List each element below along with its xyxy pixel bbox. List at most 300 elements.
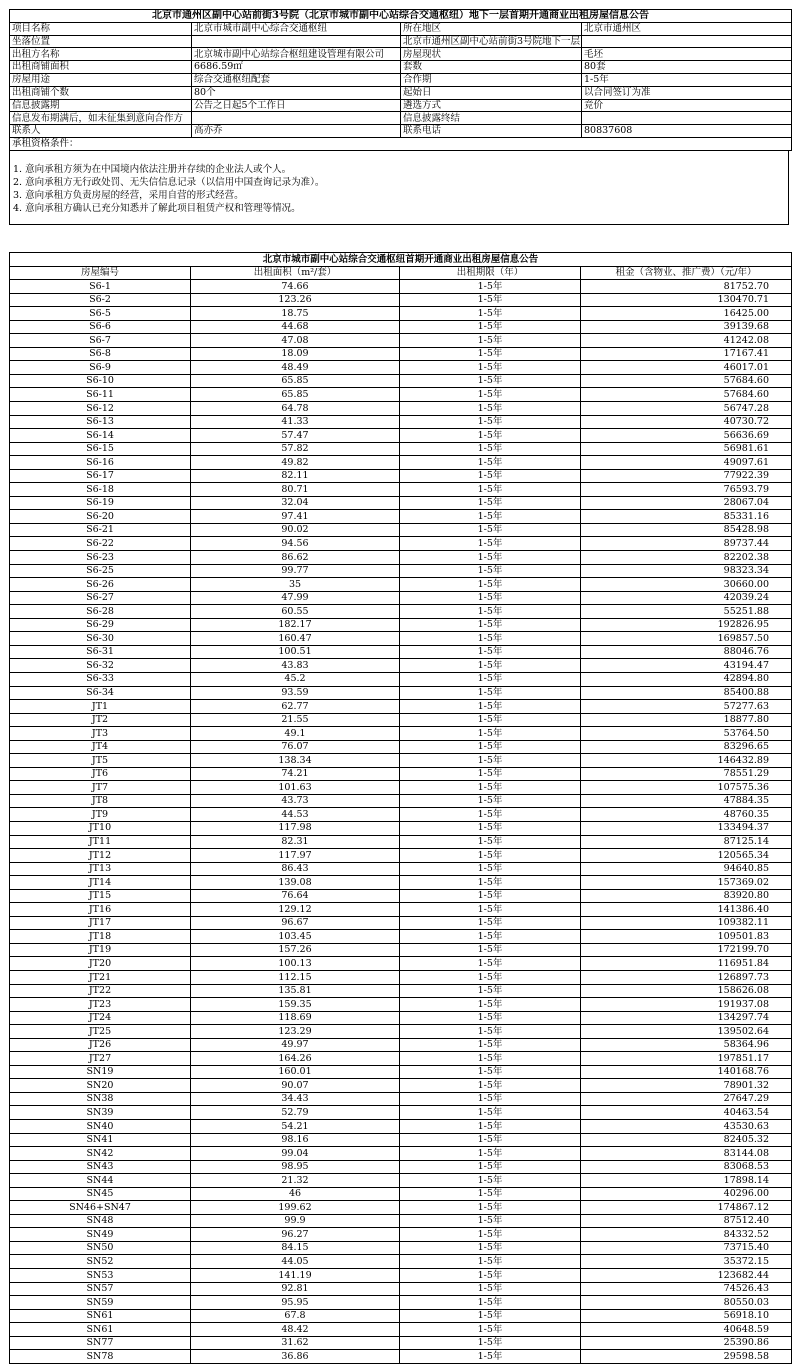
unit-id: SN20: [10, 1079, 191, 1093]
unit-rent: 169857.50: [581, 632, 792, 646]
header-unit-id: 房屋编号: [10, 266, 191, 280]
unit-area: 36.86: [191, 1350, 400, 1364]
unit-rent: 158626.08: [581, 984, 792, 998]
unit-term: 1-5年: [400, 1323, 581, 1337]
unit-term: 1-5年: [400, 374, 581, 388]
unit-rent: 40648.59: [581, 1323, 792, 1337]
unit-id: S6-26: [10, 578, 191, 592]
unit-rent: 16425.00: [581, 307, 792, 321]
unit-area: 97.41: [191, 510, 400, 524]
unit-term: 1-5年: [400, 794, 581, 808]
unit-area: 49.97: [191, 1038, 400, 1052]
unit-term: 1-5年: [400, 1255, 581, 1269]
unit-id: SN45: [10, 1187, 191, 1201]
unit-id: JT23: [10, 998, 191, 1012]
info-row-project-name: [10, 22, 792, 35]
unit-term: 1-5年: [400, 483, 581, 497]
unit-rent: 85331.16: [581, 510, 792, 524]
unit-area: 92.81: [191, 1282, 400, 1296]
info-value: 北京市通州区: [582, 22, 792, 35]
table-row: [10, 1187, 792, 1201]
unit-term: 1-5年: [400, 740, 581, 754]
table-row: [10, 1133, 792, 1147]
unit-area: 34.43: [191, 1092, 400, 1106]
unit-rent: 192826.95: [581, 618, 792, 632]
unit-term: 1-5年: [400, 442, 581, 456]
info-label: 套数: [401, 61, 582, 74]
table-row: [10, 1336, 792, 1350]
unit-area: 160.47: [191, 632, 400, 646]
unit-rent: 56918.10: [581, 1309, 792, 1323]
unit-id: SN19: [10, 1065, 191, 1079]
unit-id: S6-15: [10, 442, 191, 456]
unit-id: JT27: [10, 1052, 191, 1066]
info-label: 遴选方式: [401, 99, 582, 112]
info-label: 合作期: [401, 73, 582, 86]
unit-id: JT20: [10, 957, 191, 971]
table-row: [10, 334, 792, 348]
unit-id: JT13: [10, 862, 191, 876]
info-label: 出租方名称: [10, 48, 192, 61]
unit-rent: 89737.44: [581, 537, 792, 551]
unit-term: 1-5年: [400, 415, 581, 429]
table-row: [10, 876, 792, 890]
unit-id: SN77: [10, 1336, 191, 1350]
unit-rent: 120565.34: [581, 849, 792, 863]
table-row: [10, 1120, 792, 1134]
table-row: [10, 1025, 792, 1039]
table-row: [10, 713, 792, 727]
info-row-contact: [10, 125, 792, 138]
unit-area: 157.26: [191, 943, 400, 957]
unit-area: 96.27: [191, 1228, 400, 1242]
unit-term: 1-5年: [400, 618, 581, 632]
header-area: 出租面积（m²/套）: [191, 266, 400, 280]
unit-term: 1-5年: [400, 727, 581, 741]
unit-id: SN39: [10, 1106, 191, 1120]
unit-area: 80.71: [191, 483, 400, 497]
unit-area: 117.98: [191, 821, 400, 835]
info-row-disclosure-period: [10, 99, 792, 112]
unit-rent: 17898.14: [581, 1174, 792, 1188]
info-label: 所在地区: [401, 22, 582, 35]
table-row: [10, 1174, 792, 1188]
unit-term: 1-5年: [400, 632, 581, 646]
unit-term: 1-5年: [400, 672, 581, 686]
unit-area: 21.32: [191, 1174, 400, 1188]
table-row: [10, 280, 792, 294]
unit-term: 1-5年: [400, 1296, 581, 1310]
unit-rent: 83296.65: [581, 740, 792, 754]
unit-area: 141.19: [191, 1269, 400, 1283]
table-row: [10, 605, 792, 619]
conditions-title: 承租资格条件：: [10, 137, 792, 150]
unit-rent: 57684.60: [581, 374, 792, 388]
info-label: 联系人: [10, 125, 192, 138]
table-row: [10, 1079, 792, 1093]
unit-rent: 28067.04: [581, 496, 792, 510]
unit-rent: 30660.00: [581, 578, 792, 592]
unit-term: 1-5年: [400, 957, 581, 971]
table-row: [10, 1052, 792, 1066]
unit-term: 1-5年: [400, 767, 581, 781]
unit-id: JT26: [10, 1038, 191, 1052]
unit-area: 43.83: [191, 659, 400, 673]
unit-rent: 133494.37: [581, 821, 792, 835]
unit-rent: 57684.60: [581, 388, 792, 402]
info-row-usage: [10, 73, 792, 86]
unit-rent: 35372.15: [581, 1255, 792, 1269]
table-row: [10, 1296, 792, 1310]
info-label: 信息披露终结: [401, 112, 582, 125]
unit-id: S6-2: [10, 293, 191, 307]
unit-rent: 56747.28: [581, 402, 792, 416]
project-info-table: [9, 9, 792, 151]
info-label: 信息发布期满后，如未征集到意向合作方: [10, 112, 192, 125]
unit-rent: 83144.08: [581, 1147, 792, 1161]
unit-area: 100.51: [191, 645, 400, 659]
unit-term: 1-5年: [400, 1214, 581, 1228]
table-row: [10, 808, 792, 822]
unit-rent: 56981.61: [581, 442, 792, 456]
table-row: [10, 672, 792, 686]
unit-id: S6-9: [10, 361, 191, 375]
info-value: 6686.59㎡: [192, 61, 401, 74]
unit-term: 1-5年: [400, 1201, 581, 1215]
unit-rent: 191937.08: [581, 998, 792, 1012]
unit-rent: 88046.76: [581, 645, 792, 659]
unit-rent: 58364.96: [581, 1038, 792, 1052]
unit-term: 1-5年: [400, 1187, 581, 1201]
info-label: 坐落位置: [10, 35, 192, 48]
unit-id: JT11: [10, 835, 191, 849]
table-row: [10, 361, 792, 375]
unit-id: JT9: [10, 808, 191, 822]
unit-id: S6-29: [10, 618, 191, 632]
info-value: [192, 35, 401, 48]
unit-term: 1-5年: [400, 469, 581, 483]
unit-term: 1-5年: [400, 916, 581, 930]
unit-id: S6-30: [10, 632, 191, 646]
unit-area: 117.97: [191, 849, 400, 863]
unit-id: SN61: [10, 1323, 191, 1337]
table-row: [10, 537, 792, 551]
unit-rent: 123682.44: [581, 1269, 792, 1283]
unit-rent: 140168.76: [581, 1065, 792, 1079]
unit-area: 64.78: [191, 402, 400, 416]
unit-area: 48.42: [191, 1323, 400, 1337]
unit-area: 84.15: [191, 1241, 400, 1255]
unit-term: 1-5年: [400, 1336, 581, 1350]
unit-id: SN50: [10, 1241, 191, 1255]
table-row: [10, 388, 792, 402]
unit-rent: 85400.88: [581, 686, 792, 700]
conditions-title-row: [10, 137, 792, 150]
table-row: [10, 957, 792, 971]
unit-rent: 141386.40: [581, 903, 792, 917]
unit-id: JT15: [10, 889, 191, 903]
unit-rent: 39139.68: [581, 320, 792, 334]
table-row: [10, 510, 792, 524]
unit-id: S6-16: [10, 456, 191, 470]
unit-area: 139.08: [191, 876, 400, 890]
unit-rent: 82405.32: [581, 1133, 792, 1147]
unit-area: 46: [191, 1187, 400, 1201]
table-row: [10, 1282, 792, 1296]
unit-area: 52.79: [191, 1106, 400, 1120]
info-value: [192, 112, 401, 125]
unit-rent: 134297.74: [581, 1011, 792, 1025]
table-row: [10, 700, 792, 714]
unit-area: 100.13: [191, 957, 400, 971]
unit-area: 41.33: [191, 415, 400, 429]
table-row: [10, 618, 792, 632]
unit-id: S6-8: [10, 347, 191, 361]
unit-term: 1-5年: [400, 334, 581, 348]
unit-area: 49.82: [191, 456, 400, 470]
unit-term: 1-5年: [400, 876, 581, 890]
table-row: [10, 564, 792, 578]
unit-area: 35: [191, 578, 400, 592]
unit-term: 1-5年: [400, 835, 581, 849]
unit-id: JT7: [10, 781, 191, 795]
unit-area: 45.2: [191, 672, 400, 686]
unit-rent: 43194.47: [581, 659, 792, 673]
unit-rent: 40463.54: [581, 1106, 792, 1120]
unit-term: 1-5年: [400, 821, 581, 835]
unit-term: 1-5年: [400, 998, 581, 1012]
unit-rent: 42039.24: [581, 591, 792, 605]
unit-term: 1-5年: [400, 347, 581, 361]
unit-area: 67.8: [191, 1309, 400, 1323]
unit-rent: 27647.29: [581, 1092, 792, 1106]
unit-area: 103.45: [191, 930, 400, 944]
table-row: [10, 456, 792, 470]
info-label: 房屋用途: [10, 73, 192, 86]
unit-term: 1-5年: [400, 903, 581, 917]
unit-id: SN53: [10, 1269, 191, 1283]
unit-term: 1-5年: [400, 402, 581, 416]
table-row: [10, 578, 792, 592]
table-row: [10, 293, 792, 307]
unit-id: S6-1: [10, 280, 191, 294]
unit-area: 43.73: [191, 794, 400, 808]
unit-term: 1-5年: [400, 1038, 581, 1052]
table-row: [10, 659, 792, 673]
unit-area: 164.26: [191, 1052, 400, 1066]
info-row-expiry-note: [10, 112, 792, 125]
unit-rent: 85428.98: [581, 523, 792, 537]
unit-id: SN61: [10, 1309, 191, 1323]
table-row: [10, 415, 792, 429]
unit-area: 18.09: [191, 347, 400, 361]
unit-id: SN40: [10, 1120, 191, 1134]
unit-id: S6-31: [10, 645, 191, 659]
unit-area: 47.99: [191, 591, 400, 605]
info-value: 竞价: [582, 99, 792, 112]
unit-rent: 157369.02: [581, 876, 792, 890]
unit-area: 48.49: [191, 361, 400, 375]
info-label: 房屋现状: [401, 48, 582, 61]
unit-id: SN43: [10, 1160, 191, 1174]
table-row: [10, 1106, 792, 1120]
unit-rent: 49097.61: [581, 456, 792, 470]
info-value: 综合交通枢纽配套: [192, 73, 401, 86]
unit-rent: 94640.85: [581, 862, 792, 876]
unit-term: 1-5年: [400, 1282, 581, 1296]
unit-area: 44.05: [191, 1255, 400, 1269]
unit-id: SN42: [10, 1147, 191, 1161]
table-row: [10, 1228, 792, 1242]
unit-rent: 46017.01: [581, 361, 792, 375]
unit-area: 32.04: [191, 496, 400, 510]
unit-area: 65.85: [191, 388, 400, 402]
tenant-qualification-conditions: [9, 151, 789, 225]
unit-term: 1-5年: [400, 429, 581, 443]
unit-term: 1-5年: [400, 1228, 581, 1242]
info-label: 信息披露期: [10, 99, 192, 112]
info-row-area: [10, 61, 792, 74]
unit-id: JT1: [10, 700, 191, 714]
unit-term: 1-5年: [400, 361, 581, 375]
unit-term: 1-5年: [400, 1269, 581, 1283]
unit-id: JT4: [10, 740, 191, 754]
condition-item: 2. 意向承租方无行政处罚、无失信信息记录（以信用中国查询记录为准）。: [13, 177, 325, 188]
unit-id: S6-10: [10, 374, 191, 388]
unit-rent: 74526.43: [581, 1282, 792, 1296]
table-row: [10, 1011, 792, 1025]
unit-id: S6-27: [10, 591, 191, 605]
table-row: [10, 483, 792, 497]
unit-area: 44.68: [191, 320, 400, 334]
unit-area: 93.59: [191, 686, 400, 700]
table-row: [10, 1201, 792, 1215]
unit-id: JT18: [10, 930, 191, 944]
table-row: [10, 794, 792, 808]
unit-term: 1-5年: [400, 943, 581, 957]
unit-term: 1-5年: [400, 1011, 581, 1025]
table-row: [10, 523, 792, 537]
unit-term: 1-5年: [400, 523, 581, 537]
unit-area: 99.77: [191, 564, 400, 578]
unit-rent: 87125.14: [581, 835, 792, 849]
unit-area: 123.26: [191, 293, 400, 307]
condition-item: 1. 意向承租方须为在中国境内依法注册并存续的企业法人或个人。: [13, 164, 292, 175]
unit-area: 182.17: [191, 618, 400, 632]
unit-area: 60.55: [191, 605, 400, 619]
unit-term: 1-5年: [400, 564, 581, 578]
table-row: [10, 821, 792, 835]
unit-id: S6-5: [10, 307, 191, 321]
unit-rent: 82202.38: [581, 551, 792, 565]
unit-id: SN46+SN47: [10, 1201, 191, 1215]
unit-area: 160.01: [191, 1065, 400, 1079]
unit-id: SN49: [10, 1228, 191, 1242]
unit-id: SN41: [10, 1133, 191, 1147]
unit-term: 1-5年: [400, 1092, 581, 1106]
unit-rent: 41242.08: [581, 334, 792, 348]
info-value: 80837608: [582, 125, 792, 138]
unit-area: 112.15: [191, 970, 400, 984]
table-row: [10, 469, 792, 483]
unit-term: 1-5年: [400, 307, 581, 321]
unit-term: 1-5年: [400, 456, 581, 470]
unit-rent: 174867.12: [581, 1201, 792, 1215]
rental-units-header-row: [10, 266, 792, 280]
table-row: [10, 943, 792, 957]
info-row-lessor: [10, 48, 792, 61]
unit-area: 49.1: [191, 727, 400, 741]
unit-rent: 87512.40: [581, 1214, 792, 1228]
condition-item: 3. 意向承租方负责房屋的经营，采用自营的形式经营。: [13, 190, 244, 201]
unit-area: 62.77: [191, 700, 400, 714]
info-label: 联系电话: [401, 125, 582, 138]
rental-units-title: 北京市城市副中心站综合交通枢纽首期开通商业出租房屋信息公告: [10, 253, 792, 267]
unit-term: 1-5年: [400, 388, 581, 402]
unit-rent: 57277.63: [581, 700, 792, 714]
unit-id: S6-32: [10, 659, 191, 673]
unit-term: 1-5年: [400, 984, 581, 998]
table-row: [10, 320, 792, 334]
unit-id: S6-20: [10, 510, 191, 524]
table-row: [10, 1350, 792, 1364]
info-label: 项目名称: [10, 22, 192, 35]
table-row: [10, 1160, 792, 1174]
table-row: [10, 1214, 792, 1228]
info-label: 出租商铺面积: [10, 61, 192, 74]
unit-area: 44.53: [191, 808, 400, 822]
info-value: 以合同签订为准: [582, 86, 792, 99]
unit-id: JT16: [10, 903, 191, 917]
unit-area: 199.62: [191, 1201, 400, 1215]
unit-term: 1-5年: [400, 930, 581, 944]
table-row: [10, 916, 792, 930]
table-row: [10, 1309, 792, 1323]
table-row: [10, 1147, 792, 1161]
unit-id: S6-23: [10, 551, 191, 565]
table-row: [10, 754, 792, 768]
table-row: [10, 1038, 792, 1052]
unit-rent: 83920.80: [581, 889, 792, 903]
unit-id: S6-17: [10, 469, 191, 483]
project-info-title: 北京市通州区副中心站前街3号院（北京市城市副中心站综合交通枢纽）地下一层首期开通商业出租房屋信息公告: [10, 10, 792, 23]
unit-term: 1-5年: [400, 713, 581, 727]
unit-rent: 43530.63: [581, 1120, 792, 1134]
info-label: 北京市通州区副中心站前街3号院地下一层: [401, 35, 582, 48]
table-row: [10, 645, 792, 659]
unit-term: 1-5年: [400, 1309, 581, 1323]
unit-id: JT22: [10, 984, 191, 998]
unit-rent: 40296.00: [581, 1187, 792, 1201]
table-row: [10, 781, 792, 795]
unit-term: 1-5年: [400, 808, 581, 822]
unit-id: S6-34: [10, 686, 191, 700]
info-value: 毛坯: [582, 48, 792, 61]
table-row: [10, 1255, 792, 1269]
unit-id: SN59: [10, 1296, 191, 1310]
unit-term: 1-5年: [400, 1350, 581, 1364]
unit-term: 1-5年: [400, 1079, 581, 1093]
table-row: [10, 1269, 792, 1283]
conditions-list: [13, 163, 788, 214]
unit-area: 95.95: [191, 1296, 400, 1310]
table-row: [10, 835, 792, 849]
table-row: [10, 1323, 792, 1337]
info-row-location: [10, 35, 792, 48]
table-row: [10, 374, 792, 388]
unit-term: 1-5年: [400, 1025, 581, 1039]
unit-term: 1-5年: [400, 1133, 581, 1147]
